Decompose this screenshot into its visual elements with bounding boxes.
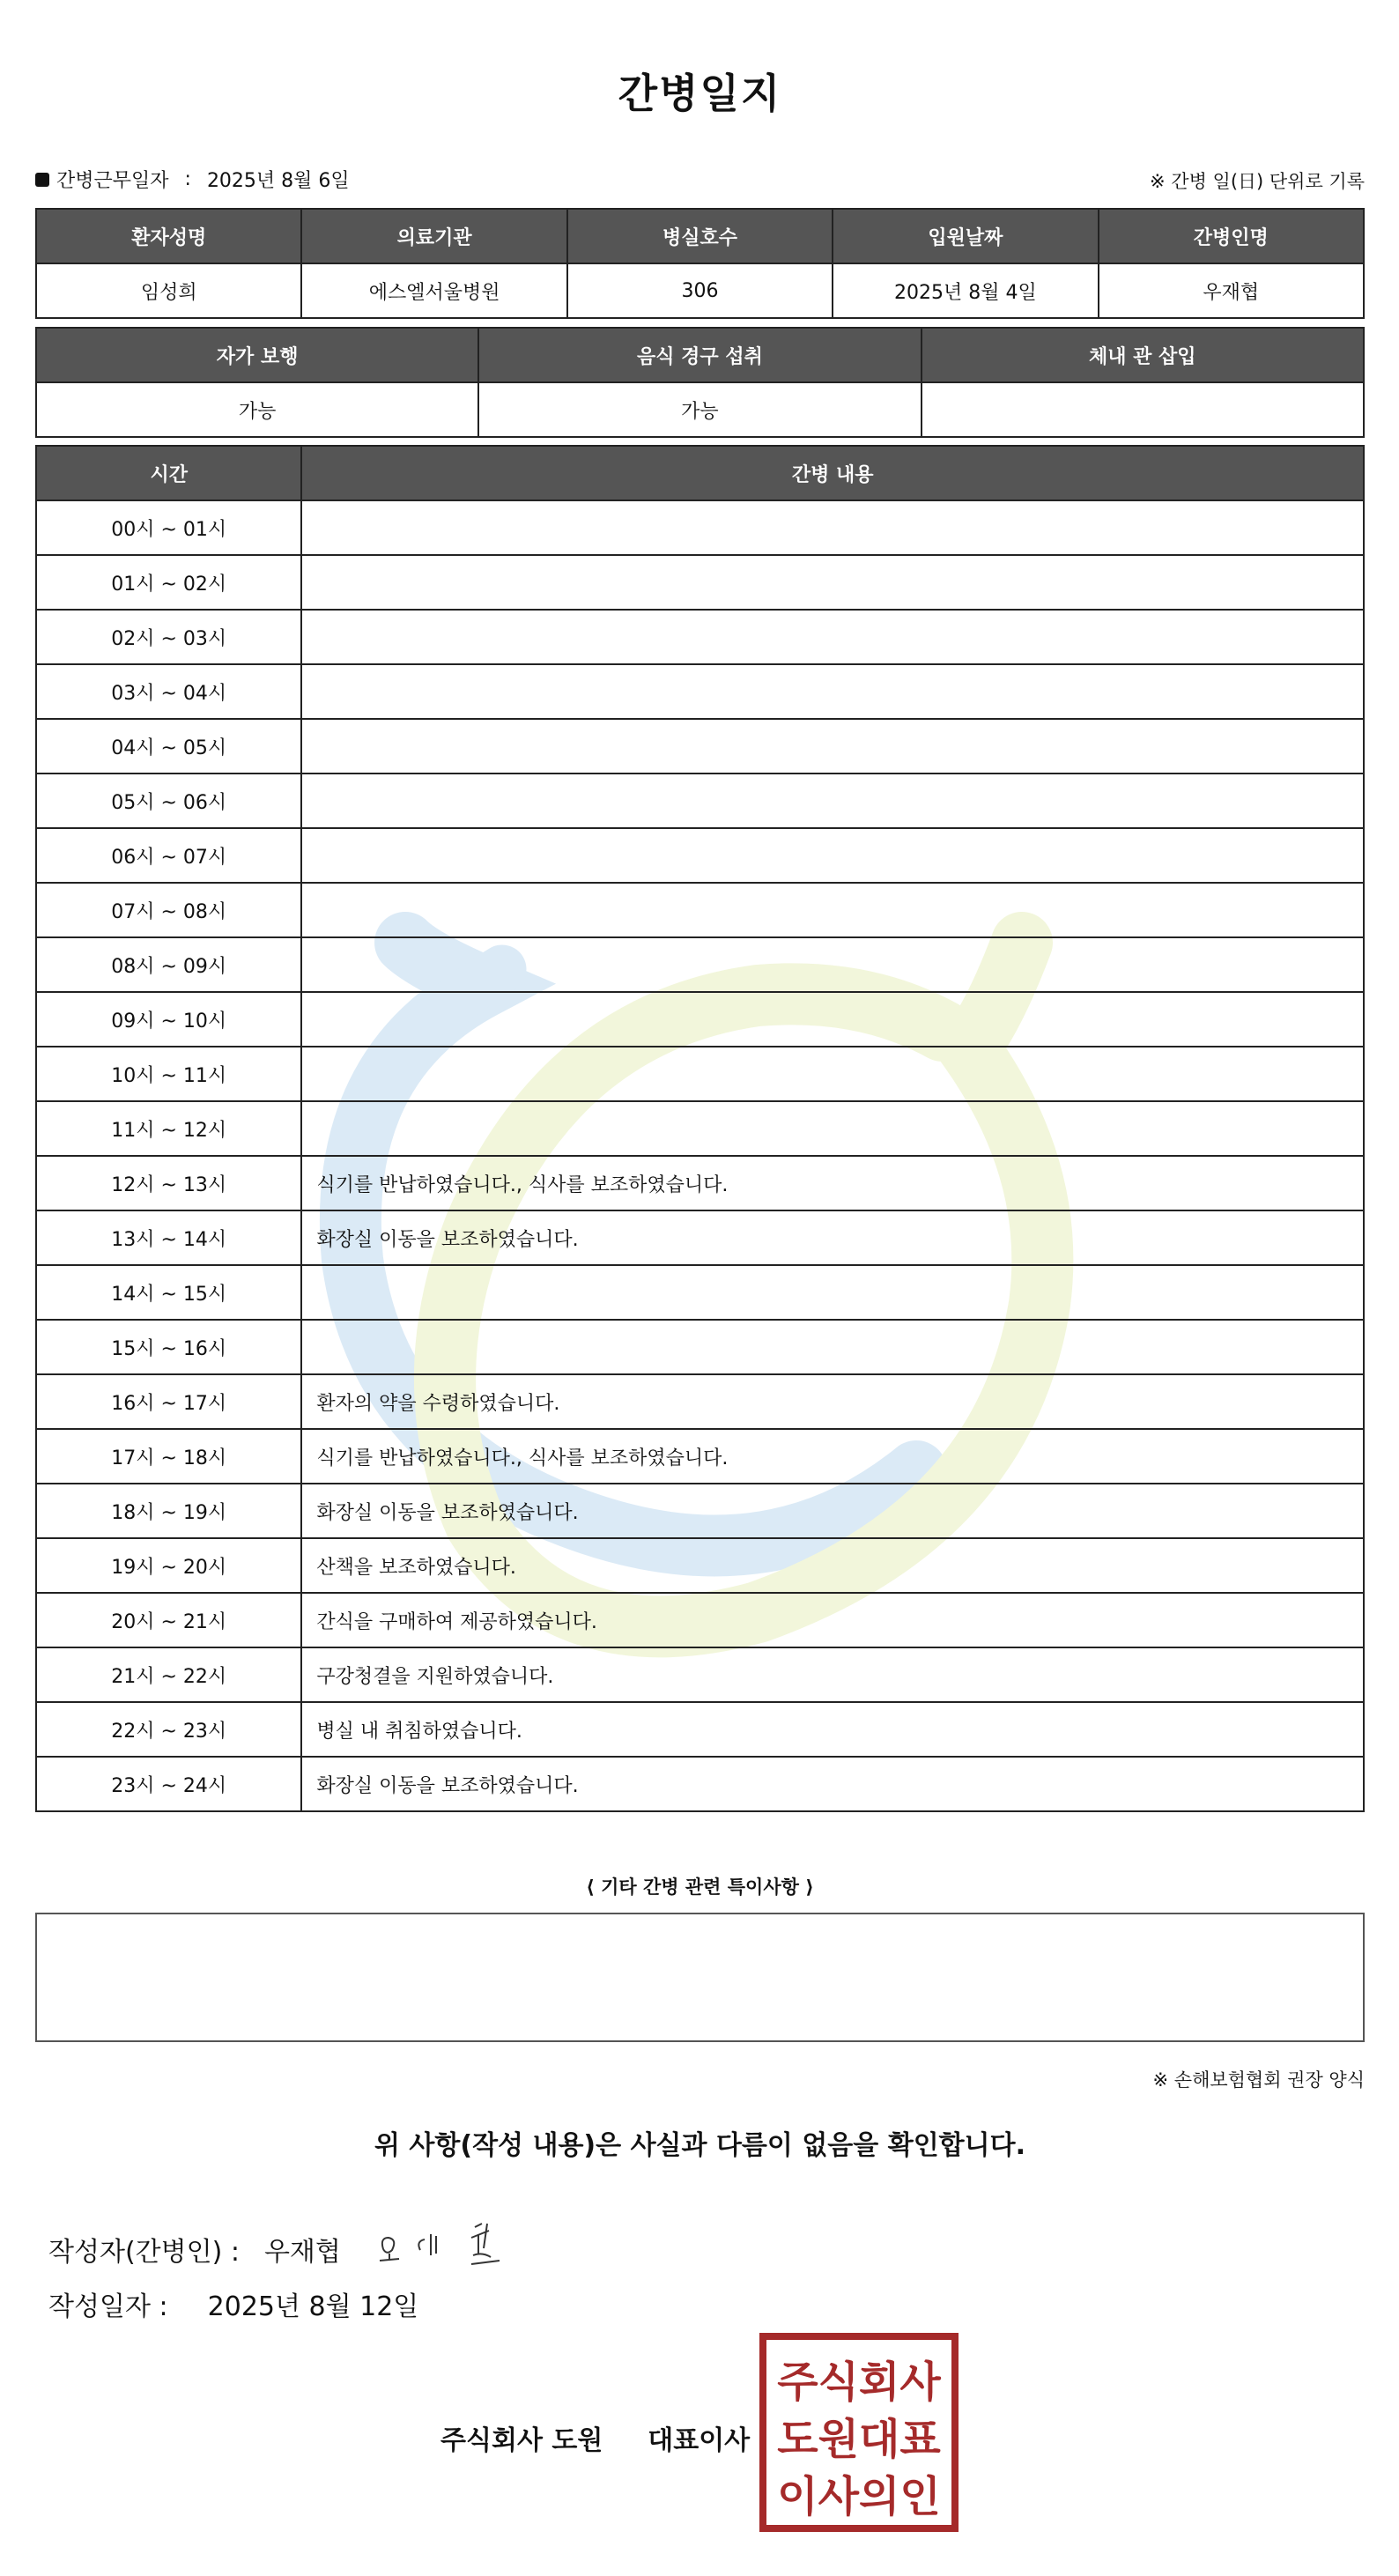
table-row <box>36 1156 1364 1210</box>
square-bullet-icon <box>35 173 49 187</box>
care-content-cell: 산책을 보조하였습니다. <box>301 1538 1364 1593</box>
care-content-cell: 화장실 이동을 보조하였습니다. <box>301 1757 1364 1811</box>
table-row <box>36 774 1364 828</box>
care-content-cell <box>301 610 1364 664</box>
time-cell: 01시 ~ 02시 <box>36 555 301 610</box>
written-date-label: 작성일자 : <box>48 2291 168 2322</box>
written-date-value: 2025년 8월 12일 <box>207 2291 419 2322</box>
patient-info-value-row <box>36 263 1364 318</box>
daily-record-note: ※ 간병 일(日) 단위로 기록 <box>1150 171 1365 192</box>
time-cell: 12시 ~ 13시 <box>36 1156 301 1210</box>
time-cell: 03시 ~ 04시 <box>36 664 301 719</box>
ability-value-row <box>36 382 1364 437</box>
care-content-cell: 간식을 구매하여 제공하였습니다. <box>301 1593 1364 1647</box>
time-cell: 05시 ~ 06시 <box>36 774 301 828</box>
time-cell: 11시 ~ 12시 <box>36 1101 301 1156</box>
table-row <box>36 1320 1364 1374</box>
header-room-number: 병실호수 <box>567 209 833 263</box>
table-row <box>36 828 1364 883</box>
header-time: 시간 <box>36 446 301 500</box>
company-role: 대표이사 <box>648 2425 751 2456</box>
writer-label: 작성자(간병인) : <box>48 2237 240 2268</box>
special-notes-box <box>35 1913 1365 2042</box>
svg-text:주식회사: 주식회사 <box>777 2358 941 2407</box>
care-content-cell <box>301 719 1364 774</box>
tube-insertion-value <box>922 382 1364 437</box>
patient-info-header-row <box>36 209 1364 263</box>
header-self-walking: 자가 보행 <box>36 328 478 382</box>
time-cell: 00시 ~ 01시 <box>36 500 301 555</box>
time-cell: 16시 ~ 17시 <box>36 1374 301 1429</box>
recommended-form-note: ※ 손해보험협회 권장 양식 <box>1152 2069 1365 2091</box>
time-cell: 18시 ~ 19시 <box>36 1484 301 1538</box>
table-row <box>36 555 1364 610</box>
time-cell: 17시 ~ 18시 <box>36 1429 301 1484</box>
work-date-line <box>35 166 350 193</box>
header-care-content: 간병 내용 <box>301 446 1364 500</box>
care-content-cell <box>301 992 1364 1047</box>
care-content-cell: 식기를 반납하였습니다., 식사를 보조하였습니다. <box>301 1156 1364 1210</box>
time-cell: 13시 ~ 14시 <box>36 1210 301 1265</box>
special-notes-title: ⟨ 기타 간병 관련 특이사항 ⟩ <box>586 1876 814 1898</box>
table-row <box>36 1429 1364 1484</box>
work-date-label: 간병근무일자 <box>56 170 169 192</box>
time-cell: 14시 ~ 15시 <box>36 1265 301 1320</box>
care-content-cell <box>301 883 1364 937</box>
header-patient-name: 환자성명 <box>36 209 301 263</box>
time-cell: 15시 ~ 16시 <box>36 1320 301 1374</box>
time-cell: 09시 ~ 10시 <box>36 992 301 1047</box>
care-content-cell <box>301 828 1364 883</box>
time-cell: 23시 ~ 24시 <box>36 1757 301 1811</box>
confirmation-statement: 위 사항(작성 내용)은 사실과 다름이 없음을 확인합니다. <box>374 2130 1026 2161</box>
table-row <box>36 1374 1364 1429</box>
time-cell: 19시 ~ 20시 <box>36 1538 301 1593</box>
care-log-body <box>36 500 1364 1811</box>
table-row <box>36 500 1364 555</box>
svg-text:도원대표: 도원대표 <box>777 2415 941 2464</box>
care-content-cell: 구강청결을 지원하였습니다. <box>301 1647 1364 1702</box>
company-name: 주식회사 도원 <box>440 2425 603 2456</box>
care-content-cell <box>301 774 1364 828</box>
time-cell: 22시 ~ 23시 <box>36 1702 301 1757</box>
care-content-cell <box>301 1101 1364 1156</box>
time-cell: 02시 ~ 03시 <box>36 610 301 664</box>
work-date-value: 2025년 8월 6일 <box>206 170 350 192</box>
header-admission-date: 입원날짜 <box>833 209 1098 263</box>
table-row <box>36 883 1364 937</box>
table-row <box>36 1047 1364 1101</box>
self-walking-value: 가능 <box>36 382 478 437</box>
time-cell: 04시 ~ 05시 <box>36 719 301 774</box>
table-row <box>36 1647 1364 1702</box>
care-content-cell <box>301 1320 1364 1374</box>
table-row <box>36 937 1364 992</box>
care-content-cell: 환자의 약을 수령하였습니다. <box>301 1374 1364 1429</box>
care-content-cell <box>301 664 1364 719</box>
caregiver-name-value: 우재협 <box>1099 263 1364 318</box>
room-number-value: 306 <box>567 263 833 318</box>
table-row <box>36 1265 1364 1320</box>
care-log-table <box>35 445 1365 1812</box>
table-row <box>36 719 1364 774</box>
writer-line <box>48 2218 508 2280</box>
care-content-cell: 식기를 반납하였습니다., 식사를 보조하였습니다. <box>301 1429 1364 1484</box>
document-page <box>35 0 1365 2576</box>
patient-name-value: 임성희 <box>36 263 301 318</box>
header-tube-insertion: 체내 관 삽입 <box>922 328 1364 382</box>
table-row <box>36 1101 1364 1156</box>
care-content-cell <box>301 500 1364 555</box>
care-content-cell: 화장실 이동을 보조하였습니다. <box>301 1484 1364 1538</box>
ability-header-row <box>36 328 1364 382</box>
table-row <box>36 1757 1364 1811</box>
care-log-header-row <box>36 446 1364 500</box>
table-row <box>36 1593 1364 1647</box>
header-oral-intake: 음식 경구 섭취 <box>478 328 921 382</box>
table-row <box>36 664 1364 719</box>
oral-intake-value: 가능 <box>478 382 921 437</box>
care-content-cell <box>301 555 1364 610</box>
written-date-line <box>48 2284 418 2323</box>
table-row <box>36 1538 1364 1593</box>
page-title: 간병일지 <box>618 70 782 117</box>
company-line <box>440 2418 750 2457</box>
table-row <box>36 1484 1364 1538</box>
table-row <box>36 610 1364 664</box>
header-caregiver-name: 간병인명 <box>1099 209 1364 263</box>
table-row <box>36 1702 1364 1757</box>
table-row <box>36 992 1364 1047</box>
care-content-cell <box>301 937 1364 992</box>
company-seal-stamp <box>759 2333 959 2532</box>
time-cell: 07시 ~ 08시 <box>36 883 301 937</box>
admission-date-value: 2025년 8월 4일 <box>833 263 1098 318</box>
care-content-cell <box>301 1047 1364 1101</box>
time-cell: 10시 ~ 11시 <box>36 1047 301 1101</box>
patient-ability-table <box>35 327 1365 438</box>
care-content-cell: 병실 내 취침하였습니다. <box>301 1702 1364 1757</box>
time-cell: 20시 ~ 21시 <box>36 1593 301 1647</box>
time-cell: 08시 ~ 09시 <box>36 937 301 992</box>
svg-text:이사의인: 이사의인 <box>777 2472 941 2521</box>
time-cell: 21시 ~ 22시 <box>36 1647 301 1702</box>
table-row <box>36 1210 1364 1265</box>
care-content-cell: 화장실 이동을 보조하였습니다. <box>301 1210 1364 1265</box>
time-cell: 06시 ~ 07시 <box>36 828 301 883</box>
work-date-separator: : <box>184 168 191 190</box>
care-content-cell <box>301 1265 1364 1320</box>
patient-info-table <box>35 208 1365 319</box>
writer-name: 우재협 <box>263 2237 341 2268</box>
handwritten-signature <box>376 2218 508 2280</box>
header-hospital: 의료기관 <box>301 209 566 263</box>
hospital-value: 에스엘서울병원 <box>301 263 566 318</box>
